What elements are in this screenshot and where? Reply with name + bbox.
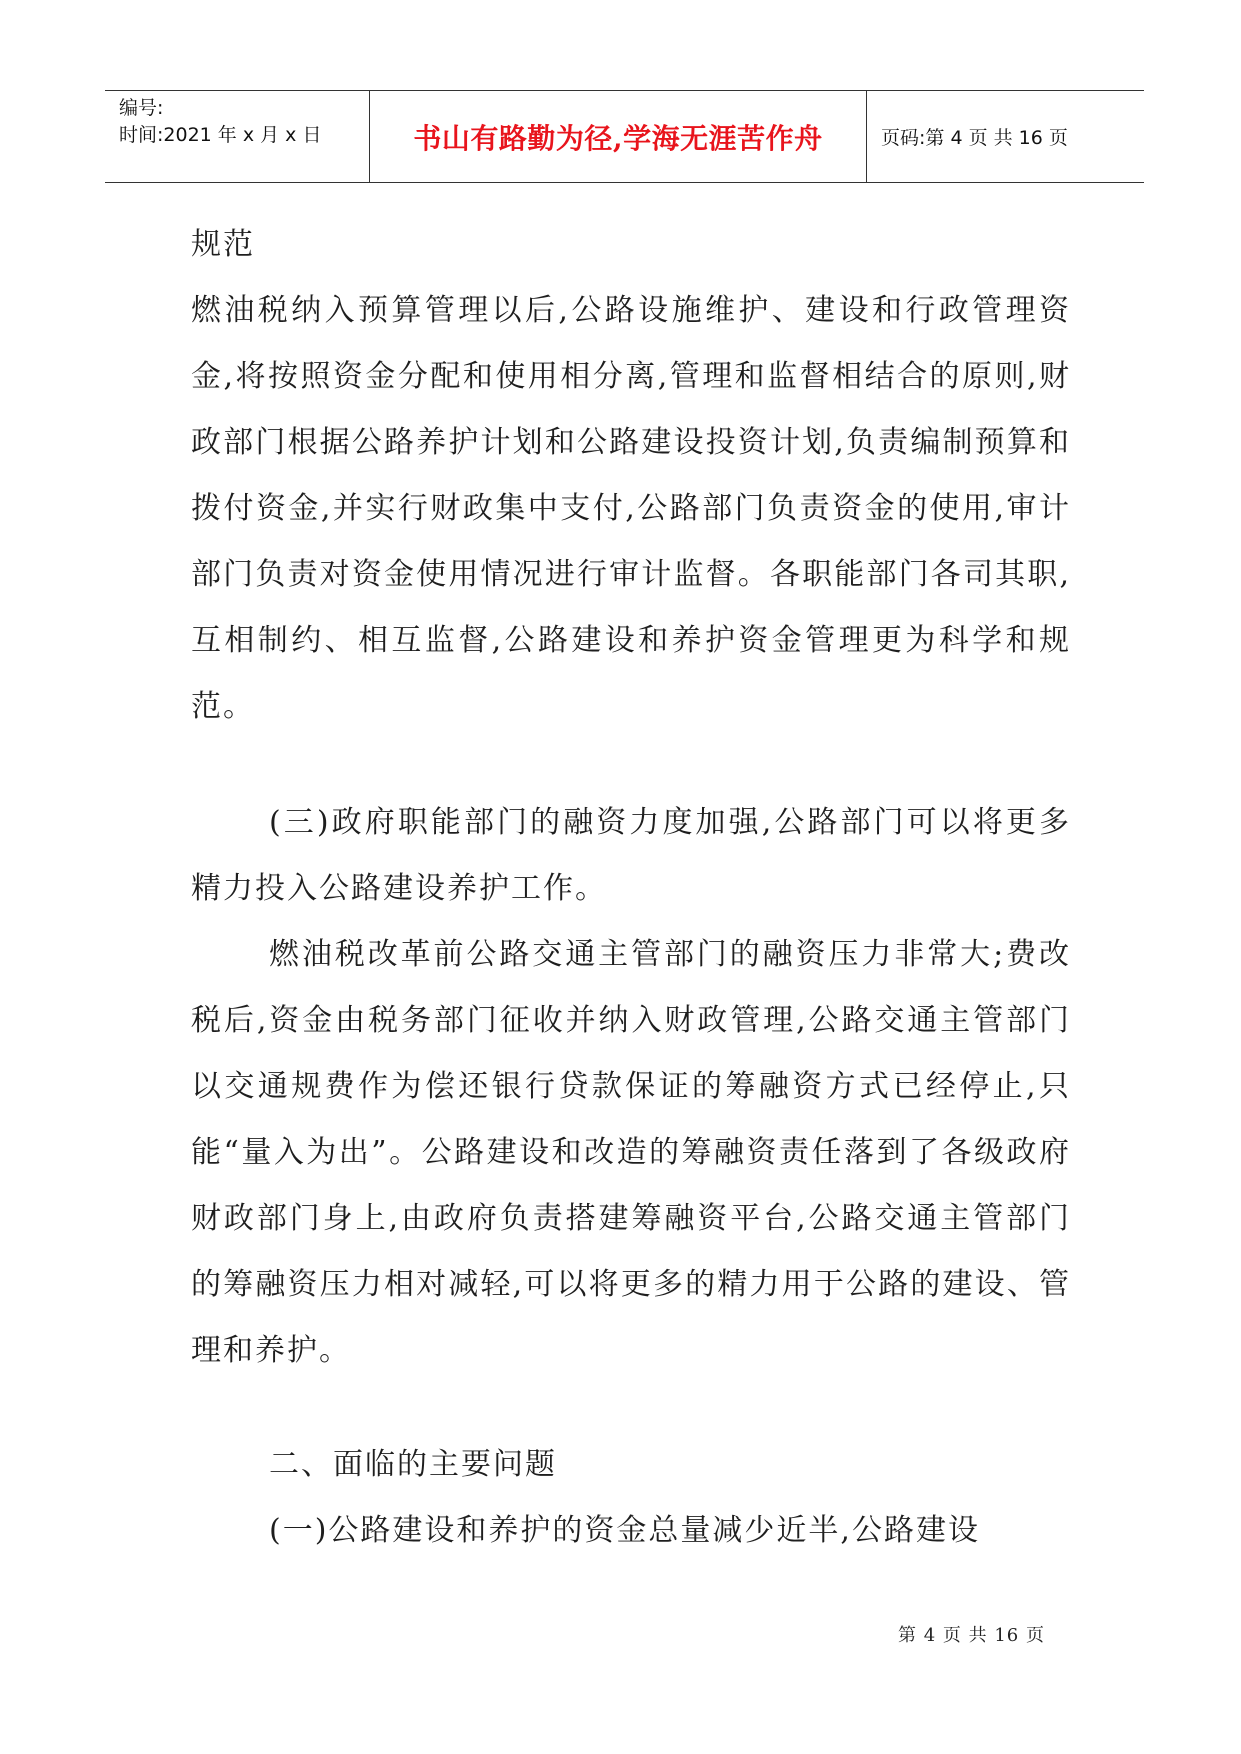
paragraph: 燃油税改革前公路交通主管部门的融资压力非常大;费改税后,资金由税务部门征收并纳入财政管理,公路交通主管部门以交通规费作为偿还银行贷款保证的筹融资方式已经停止,只能“量入为出”。公路建设和改造的筹融资责任落到了各级政府财政部门身上,由政府负责搭建筹融资平台,公路交通主管部门的筹融资压力相对减轻,可以将更多的精力用于公路的建设、管理和养护。 — [191, 937, 1071, 1368]
document-header — [105, 90, 1144, 183]
document-time: 时间:2021 年 x 月 x 日 — [119, 124, 322, 146]
document-number: 编号: — [119, 97, 164, 119]
section-heading: (三)政府职能部门的融资力度加强,公路部门可以将更多精力投入公路建设养护工作。 — [191, 805, 1071, 906]
header-page-number: 页码:第 4 页 共 16 页 — [881, 127, 1068, 149]
paragraph: 燃油税纳入预算管理以后,公路设施维护、建设和行政管理资金,将按照资金分配和使用相分离,管理和监督相结合的原则,财政部门根据公路养护计划和公路建设投资计划,负责编制预算和拨付资金,并实行财政集中支付,公路部门负责资金的使用,审计部门负责对资金使用情况进行审计监督。各职能部门各司其职,互相制约、相互监督,公路建设和养护资金管理更为科学和规范。 — [191, 293, 1071, 724]
header-meta — [105, 91, 370, 182]
paragraph: 规范 — [191, 227, 255, 262]
header-page-cell — [867, 91, 1144, 182]
header-motto: 书山有路勤为径,学海无涯苦作舟 — [413, 121, 823, 155]
chapter-heading: 二、面临的主要问题 — [269, 1447, 557, 1482]
page-footer: 第 4 页 共 16 页 — [898, 1625, 1045, 1646]
document-body — [191, 212, 1071, 1564]
header-motto-cell — [370, 91, 867, 182]
section-heading: (一)公路建设和养护的资金总量减少近半,公路建设 — [269, 1513, 980, 1548]
